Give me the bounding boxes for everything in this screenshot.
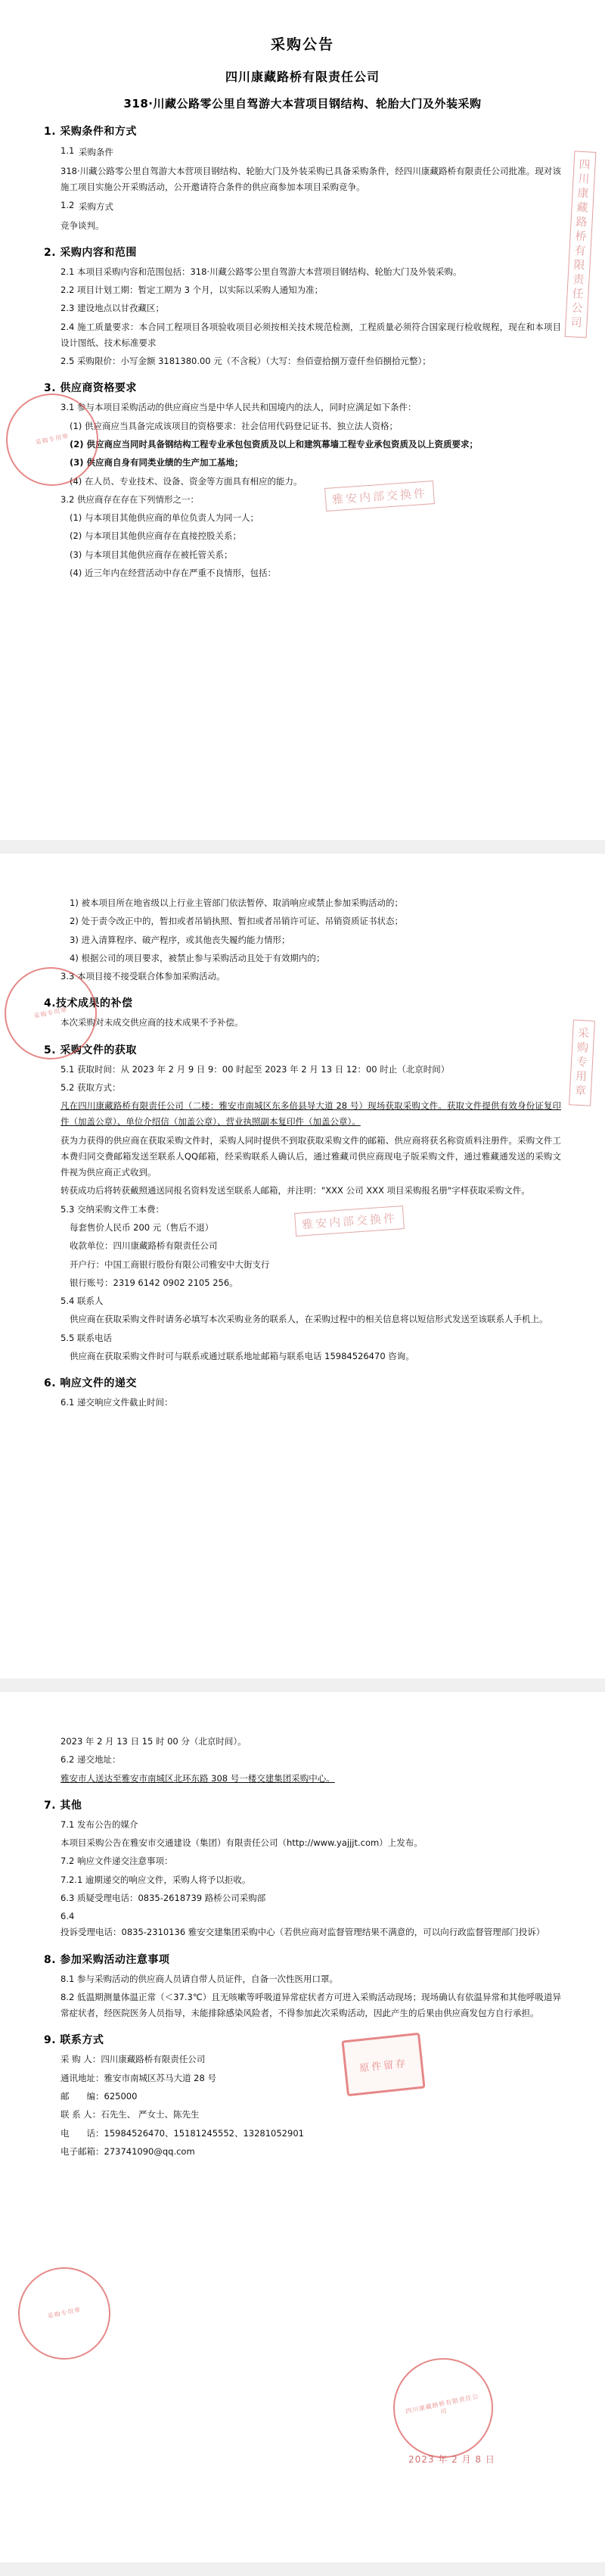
paragraph: 竞争谈判。 [60,219,104,231]
item-text: 与本项目其他供应商存在被托管关系； [84,549,233,560]
contact-label: 电子邮箱： [60,2145,104,2157]
paragraph: 开户行：中国工商银行股份有限公司雅安中大街支行 [70,1258,270,1270]
item-text: 近三年内在经营活动中存在严重不良情形，包括： [84,567,276,578]
item-text: 投诉受理电话：0835-2310136 雅安交建集团采购中心（若供应商对监督管理结果不满意的，可以向行政监督管理部门投诉） [60,1927,545,1938]
item-text: 供应商应当具备完成该项目的资格要求：社会信用代码登记证书、独立法人资格； [84,420,398,431]
item-text: 联系人 [76,1296,104,1307]
paragraph [44,1202,561,1218]
paragraph [44,400,561,415]
paragraph [44,547,561,563]
horizontal-seal-stamp: 雅安内部交换件 [324,481,435,512]
item-text: 递交响应文件截止时间： [76,1397,173,1408]
section-heading-5: 5. 采购文件的获取 [44,1044,137,1056]
item-text: 被本项目所在地省级以上行业主管部门依法暂停、取消响应或禁止参加采购活动的； [81,898,403,908]
item-no: 5.5 [60,1332,75,1343]
item-text: 获取方式： [76,1081,121,1093]
contact-field [44,2126,561,2142]
document-page-2 [0,854,605,1678]
contact-label: 邮 编： [60,2090,104,2102]
item-no: 2.5 [60,356,75,367]
item-no: 2.1 [60,266,75,277]
horizontal-seal-stamp: 雅安内部交换件 [294,1206,405,1237]
contact-value: 四川康藏路桥有限责任公司 [101,2054,206,2065]
paragraph [44,437,561,453]
item-no: 2.4 [60,321,75,332]
item-text: 根据公司的项目要求，被禁止参与采购活动且处于有效期内的； [81,952,325,963]
paragraph [44,1971,561,1987]
item-no: 5.1 [60,1063,75,1075]
project-heading: 318·川藏公路零公里自驾游大本营项目钢结构、轮胎大门及外装采购 [123,97,482,110]
item-text: 逾期递交的响应文件，采购人将予以拒收。 [85,1874,251,1885]
paragraph [44,282,561,298]
contact-value: 273741090@qq.com [104,2145,195,2157]
item-no: 8.1 [60,1973,75,1984]
paragraph [44,1909,561,1941]
paragraph: 凡在四川康藏路桥有限责任公司（二楼：雅安市南城区东多倍县导大道 28 号）现场获取采购文件。获取文件提供有效身份证复印件（加盖公章）、单位介绍信（加盖公章）、营业执照副本复印件（加盖公章）。 [60,1100,561,1128]
paragraph [44,510,561,526]
section-heading-8: 8. 参加采购活动注意事项 [44,1953,170,1966]
item-text: 交纳采购文件工本费： [76,1203,164,1215]
contact-field [44,2089,561,2105]
paragraph [44,1752,561,1768]
paragraph [44,932,561,948]
vertical-seal-stamp: 采购专用章 [569,1019,595,1106]
item-text: 响应文件递交注意事项： [76,1856,173,1867]
item-text: 与本项目其他供应商的单位负责人为同一人； [84,512,259,524]
red-block-stamp: 原件留存 [341,2033,425,2096]
section-heading-7: 7. 其他 [44,1799,82,1812]
paragraph [44,264,561,280]
item-text: 供应商在获取采购文件时可与联系或通过联系地址邮箱与联系电话 15984526470 咨询。 [70,1350,414,1361]
paragraph [44,492,561,508]
contact-label: 通讯地址： [60,2072,104,2083]
paragraph [44,1080,561,1096]
item-no: 6.1 [60,1397,75,1408]
item-no: 2.3 [60,303,75,314]
contact-value: 石先生、 严女士、陈先生 [101,2109,200,2120]
paragraph [44,1395,561,1411]
paragraph [44,1990,561,2022]
paragraph [44,895,561,911]
paragraph: 本次采购对未成交供应商的技术成果不予补偿。 [60,1017,244,1028]
item-text: 进入清算程序、破产程序，或其他丧失履约能力情形； [81,934,290,945]
item-text: 低温期测量体温正常（＜37.3℃）且无咳嗽等呼吸道异常症状者方可进入采购活动现场；现场确认有依温异常和其他呼吸道异常症状者，经医院医务人员指导，未能排除感染风险者，不得参加此次采购活动，因此产生的后果由供应商发包方自行承担。 [60,1991,562,2019]
paragraph [44,300,561,316]
paragraph: 1.1 [60,145,75,156]
paragraph [44,1349,561,1364]
paragraph [44,1890,561,1906]
item-no: (1) [70,420,82,431]
item-no: (2) [70,530,82,542]
item-no: (1) [70,512,82,524]
vertical-seal-stamp: 四川康藏路桥有限责任公司 [565,151,597,338]
item-text: 获取时间：从 2023 年 2 月 9 日 9：00 时起至 2023 年 2 月 13 日 12：00 时止（北京时间） [76,1063,450,1075]
section-heading-6: 6. 响应文件的递交 [44,1377,137,1390]
section-heading-9: 9. 联系方式 [44,2034,104,2047]
item-no: 5.2 [60,1081,75,1093]
item-text: 本项目采购内容和范围包括：318·川藏公路零公里自驾游大本营项目钢结构、轮胎大门及外装采购。 [76,266,462,277]
item-no: (4) [70,475,82,487]
contact-field [44,2107,561,2123]
item-text: 在人员、专业技术、设备、资金等方面具有相应的能力。 [84,475,302,487]
section-heading-1: 1. 采购条件和方式 [44,126,137,138]
paragraph: 供应商在获取采购文件时请务必填写本次采购业务的联系人，在采购过程中的相关信息将以短信形式发送至该联系人手机上。 [70,1314,548,1325]
item-no: 7.2.1 [60,1874,83,1885]
item-text: 项目计划工期：暂定工期为 3 个月，以实际以采购人通知为准； [76,285,324,296]
item-text: 递交地址： [76,1754,121,1766]
item-no: 5.3 [60,1203,75,1215]
seal-inner-text: 采购专用章 [34,432,70,446]
paragraph: 转获成功后将转获戴照通送同报名资料发送至联系人邮箱，并注明："XXX 公司 XXX 项目采购报名册"字样获取采购文件。 [60,1185,530,1196]
paragraph [44,1330,561,1346]
item-text: 供应商存在存在下列情形之一： [76,493,199,505]
company-name: 四川康藏路桥有限责任公司 [225,70,380,84]
paragraph [44,1062,561,1078]
contact-field [44,2144,561,2160]
item-text: 与本项目其他供应商存在直接控股关系； [84,530,241,542]
paragraph: 每套售价人民币 200 元（售后不退） [70,1221,214,1233]
item-text: 参与采购活动的供应商人员请自带人员证件，自备一次性医用口罩。 [76,1973,338,1984]
paragraph [44,1817,561,1833]
paragraph [44,969,561,985]
item-text: 处于责令改正中的，暂扣或者吊销执照、暂扣或者吊销许可证、吊销资质证书状态； [81,916,403,927]
item-no: 7.1 [60,1818,75,1830]
item-no: 1) [70,898,79,908]
paragraph: 获为力获得的供应商在获取采购文件时，采购人同时提供不到取获取采购文件的邮箱、供应商将获名称资质料注册件。采购文件工本费归同交费邮箱发送至联系人QQ邮箱，经采购联系人确认后，通过雅藏司供应商现电子版采购文件，通过雅藏通发送的采购文件视为供应商正式收到。 [60,1134,561,1178]
official-round-seal [384,2349,503,2468]
contact-field [44,2070,561,2086]
seal-inner-text: 四川康藏路桥有限责任公司 [405,2393,480,2416]
item-no: 6.3 [60,1892,75,1903]
item-no: 6.2 [60,1754,75,1766]
item-no: 4) [70,952,79,963]
paragraph: 318·川藏公路零公里自驾游大本营项目钢结构、轮胎大门及外装采购已具备采购条件，经四川康藏路桥有限责任公司批准。现对该施工项目实施公开采购活动，公开邀请符合条件的供应商参加本项目采购竞争。 [60,165,561,192]
paragraph [44,474,561,490]
item-no: (2) [70,438,84,450]
paragraph [44,418,561,434]
contact-value: 雅安市南城区苏马大道 28 号 [104,2072,216,2083]
item-no: (3) [70,549,82,560]
paragraph: 银行账号：2319 6142 0902 2105 256。 [70,1277,238,1288]
item-no: (3) [70,457,84,468]
contact-field [44,2052,561,2067]
item-no: 2.2 [60,285,75,296]
item-text: 发布公告的媒介 [76,1818,138,1830]
paragraph [44,1872,561,1888]
seal-inner-text: 采购专用章 [46,2306,82,2320]
paragraph [44,950,561,966]
paragraph [44,353,561,369]
item-no: 8.2 [60,1991,75,2002]
document-page-1 [0,0,605,840]
item-no: 3) [70,934,79,945]
paragraph [44,565,561,581]
item-text: 参与本项目采购活动的供应商应当是中华人民共和国境内的法人，同时应满足如下条件： [76,402,417,413]
item-no: 7.2 [60,1856,75,1867]
paragraph [44,913,561,929]
contact-label: 联 系 人： [60,2109,101,2120]
section-heading-3: 3. 供应商资格要求 [44,382,137,395]
paragraph [44,1293,561,1309]
item-text: 本项目接不接受联合体参加采购活动。 [76,971,225,982]
paragraph: 2023 年 2 月 13 日 15 时 00 分（北京时间）。 [60,1736,247,1747]
item-text: 供应商自身有同类业绩的生产加工基地； [86,457,244,468]
paragraph-label: 采购方式 [79,201,113,213]
seal-inner-text: 采购专用章 [33,1006,68,1020]
contact-label: 采 购 人： [60,2054,101,2065]
section-heading-4: 4.技术成果的补偿 [44,997,133,1010]
paragraph: 收款单位：四川康藏路桥有限责任公司 [70,1240,218,1252]
paragraph [44,455,561,471]
item-text: 建设地点以甘孜藏区； [76,303,164,314]
paragraph [44,1853,561,1869]
paragraph [44,528,561,544]
paragraph: 雅安市人送达至雅安市南城区北环东路 308 号一楼交建集团采购中心。 [60,1772,335,1784]
item-text: 施工质量要求：本合同工程项目各项验收项目必须按相关技术规范检测，工程质量必须符合国家现行检收规程，现在和本项目设计图纸、技术标准要求 [60,321,561,348]
contact-value: 15984526470、15181245552、13281052901 [104,2127,304,2139]
item-text: 质疑受理电话：0835-2618739 路桥公司采购部 [76,1892,266,1903]
item-no: 3.3 [60,971,75,982]
item-no: 6.4 [60,1911,75,1922]
item-no: (4) [70,567,82,578]
document-page-3 [0,1692,605,2562]
item-no: 5.4 [60,1296,75,1307]
page-title: 采购公告 [270,36,334,53]
paragraph [44,319,561,352]
item-text: 联系电话 [76,1332,112,1343]
item-text: 采购限价：小写金额 3181380.00 元（不含税）（大写：叁佰壹拾捌万壹仟叁佰捌拾元整）； [76,356,431,367]
paragraph: 本项目采购公告在雅安市交通建设（集团）有限责任公司（http://www.yajjjt.com）上发布。 [60,1837,423,1849]
item-no: 2) [70,916,79,927]
paragraph: 1.2 [60,200,75,211]
contact-value: 625000 [104,2090,138,2102]
contact-label: 电 话： [60,2127,104,2139]
item-no: 3.2 [60,493,75,505]
signature-date: 2023 年 2 月 8 日 [408,2454,495,2465]
item-text: 供应商应当同时具备钢结构工程专业承包包资质及以上和建筑幕墙工程专业承包资质及以上资质要求； [86,438,479,450]
company-seal [10,2259,119,2369]
item-no: 3.1 [60,402,75,413]
section-heading-2: 2. 采购内容和范围 [44,246,137,259]
paragraph-label: 采购条件 [79,147,113,158]
